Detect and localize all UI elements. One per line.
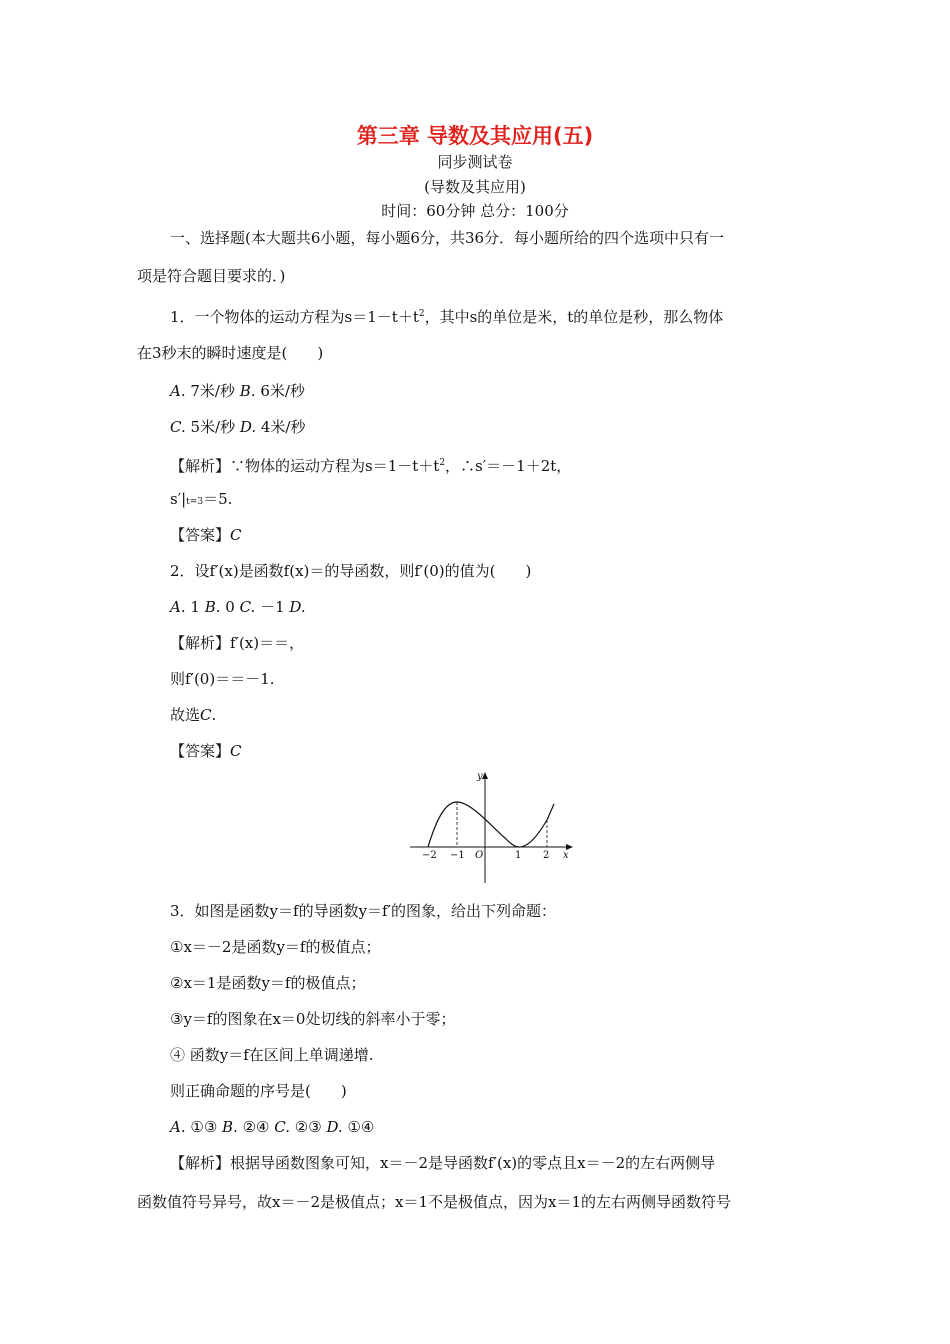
- question-3-ask: 则正确命题的序号是( ): [170, 1082, 347, 1100]
- y-axis: [482, 772, 488, 883]
- tick-label: 2: [543, 850, 550, 861]
- question-2-analysis-3: 故选C.: [170, 706, 217, 724]
- question-3-proposition-4: ④ 函数y＝f在区间上单调递增.: [170, 1046, 374, 1064]
- question-2-analysis-2: 则f′(0)＝＝－1.: [170, 670, 275, 688]
- exam-meta: 时间：60分钟 总分：100分: [381, 202, 569, 220]
- question-3-options: A. ①③ B. ②④ C. ②③ D. ①④: [170, 1118, 375, 1136]
- derivative-curve: [428, 802, 554, 847]
- derivative-graph: [405, 768, 580, 886]
- question-2-answer: 【答案】C: [170, 742, 242, 760]
- origin-label: O: [475, 850, 484, 861]
- question-1-options-ab: A. 7米/秒 B. 6米/秒: [170, 382, 305, 400]
- question-3-proposition-1: ①x＝－2是函数y＝f的极值点；: [170, 938, 381, 956]
- question-3-analysis: 【解析】根据导函数图象可知，x＝－2是导函数f′(x)的零点且x＝－2的左右两侧导: [170, 1154, 716, 1172]
- scope-line: (导数及其应用): [424, 178, 526, 196]
- y-axis-label: y: [477, 771, 483, 782]
- question-3-analysis-cont: 函数值符号异号，故x＝－2是极值点；x＝1不是极值点，因为x＝1的左右两侧导函数符号: [137, 1193, 732, 1211]
- question-2-analysis: 【解析】f′(x)＝＝，: [170, 634, 305, 652]
- x-axis-label: x: [563, 850, 569, 861]
- question-3-proposition-2: ②x＝1是函数y＝f的极值点；: [170, 974, 366, 992]
- question-1-analysis-cont: s′|t=3＝5.: [170, 490, 233, 508]
- section-heading-cont: 项是符合题目要求的．): [137, 267, 286, 285]
- question-1-options-cd: C. 5米/秒 D. 4米/秒: [170, 418, 306, 436]
- question-2-options: A. 1 B. 0 C. －1 D.: [170, 598, 306, 616]
- question-3-proposition-3: ③y＝f的图象在x＝0处切线的斜率小于零；: [170, 1010, 456, 1028]
- question-1-answer: 【答案】C: [170, 526, 242, 544]
- subtitle: 同步测试卷: [437, 153, 513, 171]
- tick-label: −2: [422, 850, 437, 861]
- tick-label: −1: [450, 850, 465, 861]
- question-1-stem-cont: 在3秒末的瞬时速度是( ): [137, 344, 324, 362]
- page-title: 第三章 导数及其应用(五): [356, 124, 594, 148]
- question-3-stem: 3．如图是函数y＝f的导函数y＝f′的图象，给出下列命题：: [170, 902, 557, 920]
- question-2-stem: 2．设f′(x)是函数f(x)＝的导函数，则f′(0)的值为( ): [170, 562, 532, 580]
- section-heading: 一、选择题(本大题共6小题，每小题6分，共36分．每小题所给的四个选项中只有一: [170, 229, 725, 247]
- question-1-stem: 1．一个物体的运动方程为$s=1-t+t^2$，其中s的单位是米，t的单位是秒，那么物体: [170, 308, 724, 326]
- tick-label: 1: [515, 850, 522, 861]
- question-1-analysis: 【解析】∵物体的运动方程为$s=1-t+t^2$，∴s′＝－1＋2t，: [170, 457, 572, 475]
